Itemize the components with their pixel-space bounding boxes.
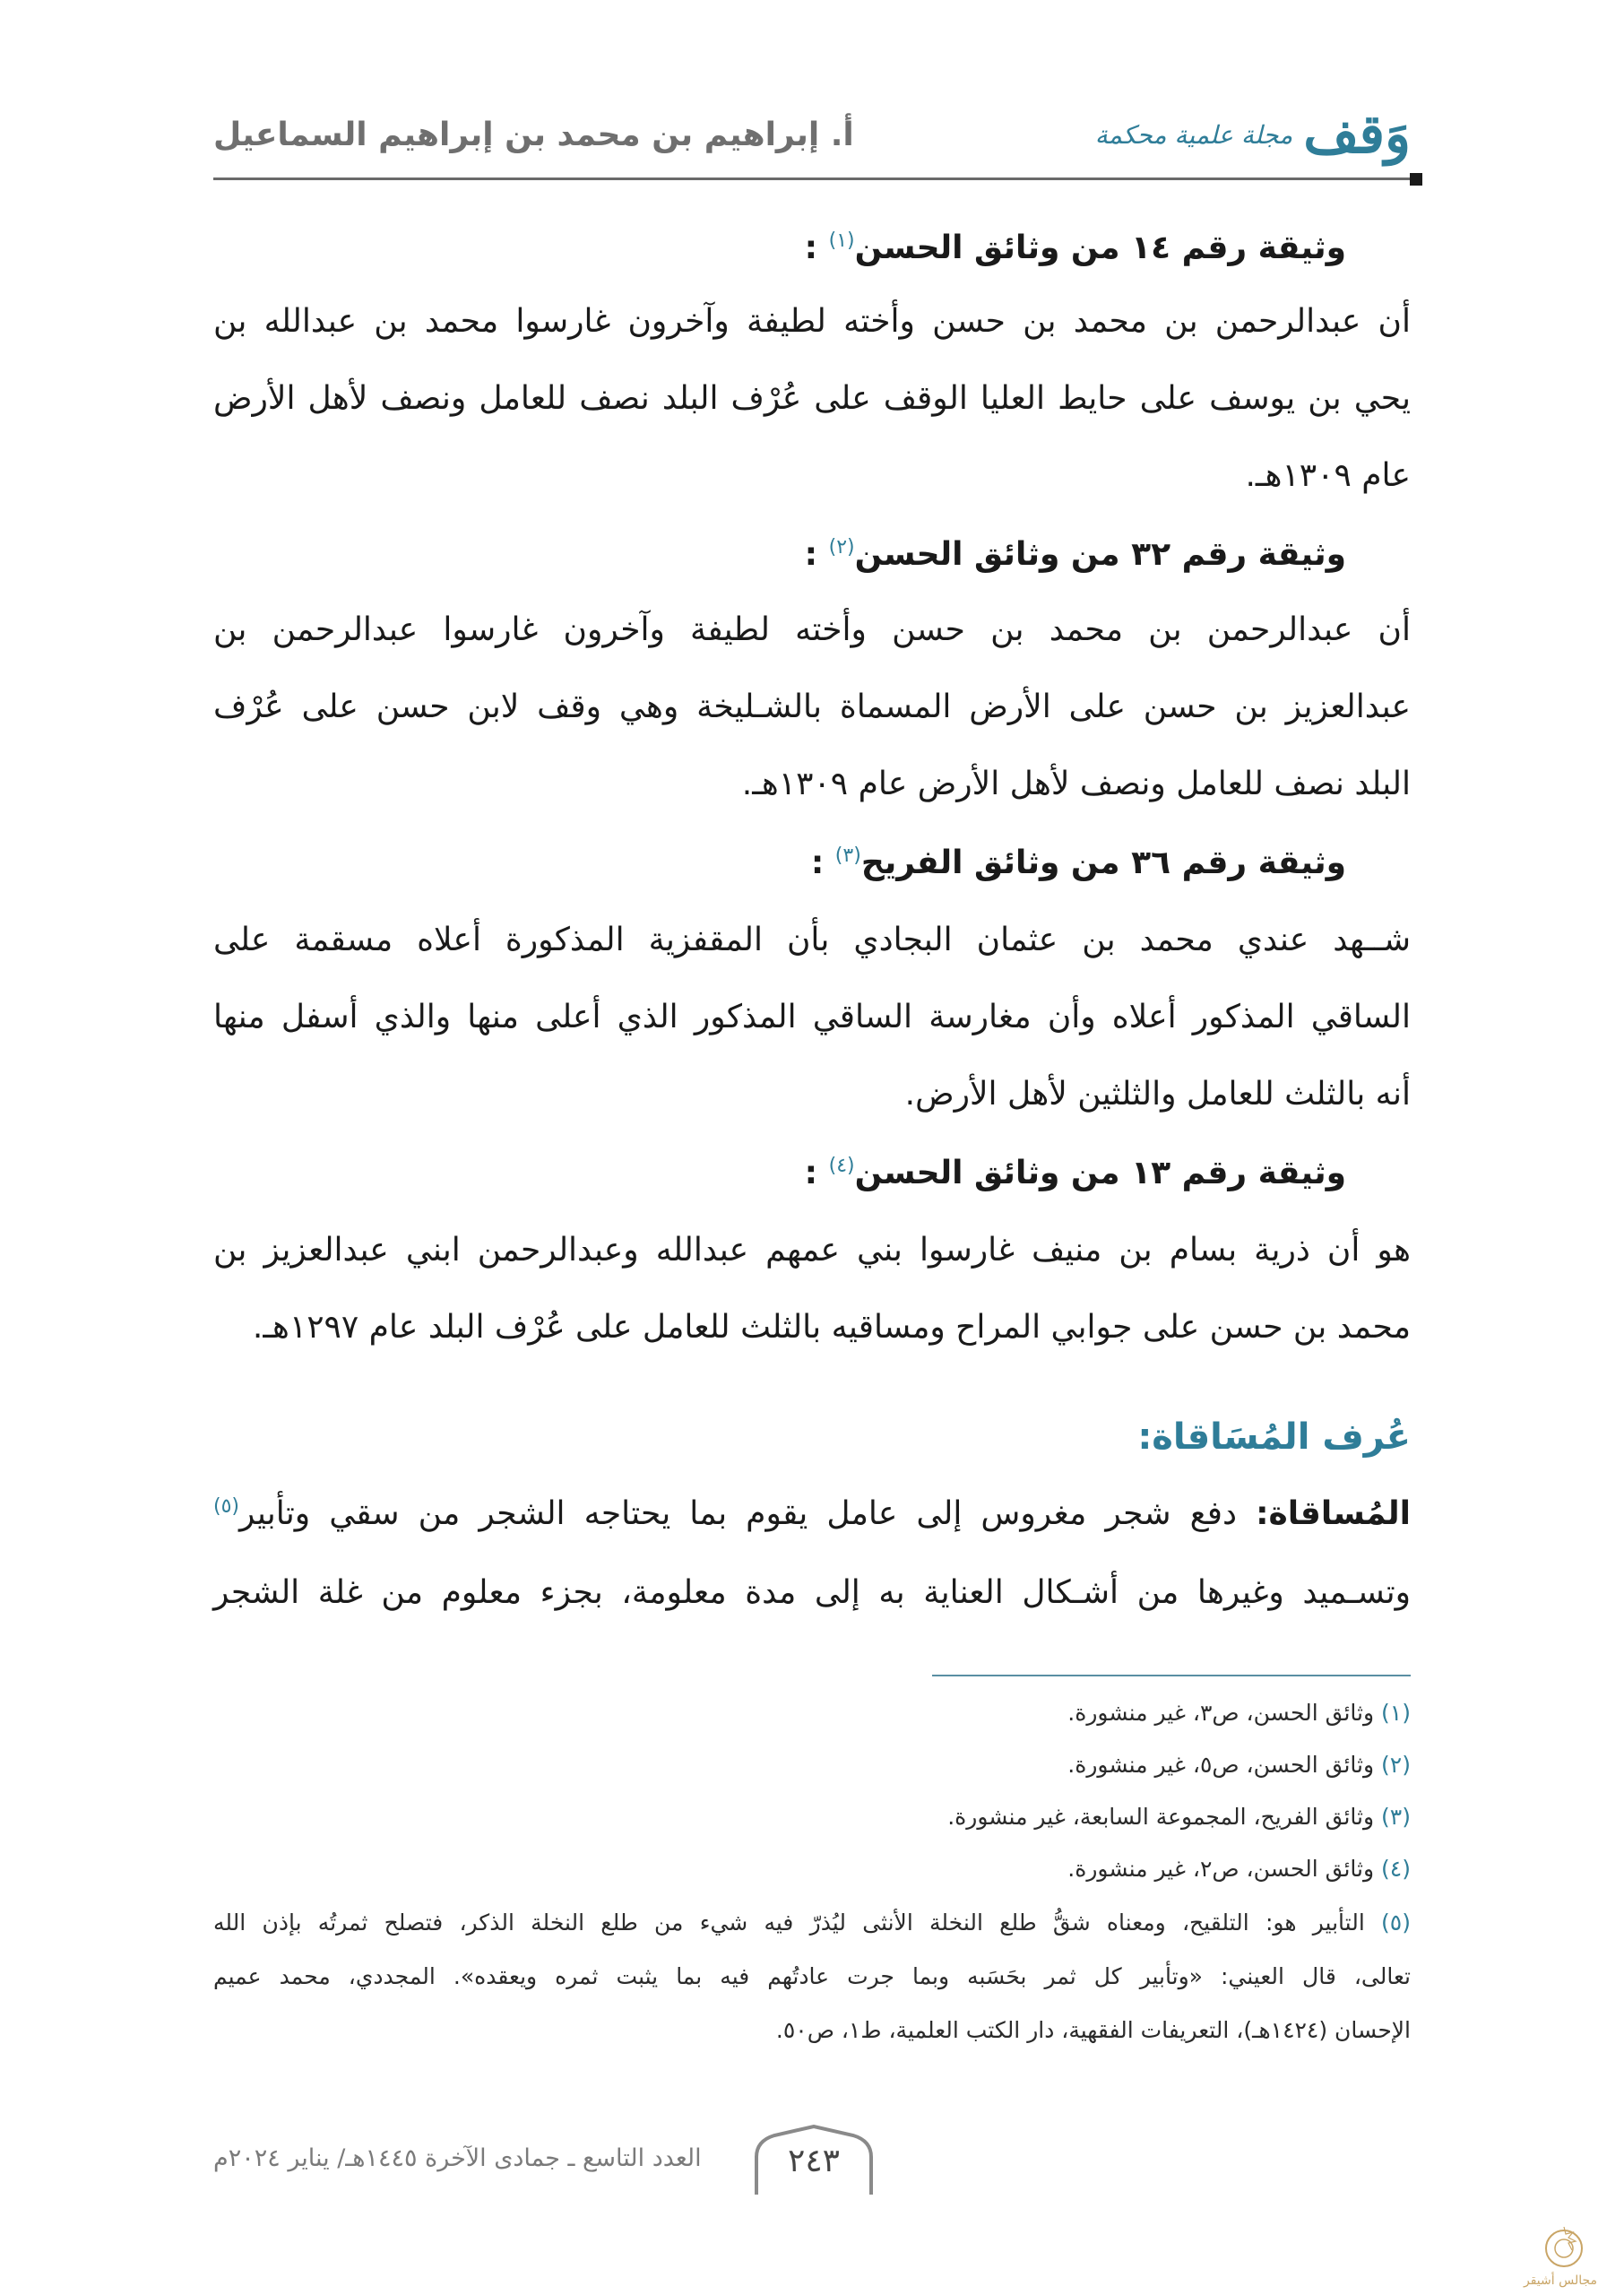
footnote-text: وثائق الحسن، ص٢، غير منشورة.: [1067, 1856, 1375, 1882]
header-corner-mark: [1410, 173, 1422, 186]
footnote-ref[interactable]: (٤): [828, 1155, 855, 1177]
text-line: أنه بالثلث للعامل والثلثين لأهل الأرض.: [904, 1076, 1411, 1113]
text-line: أن عبدالرحمن بن محمد بن حسن وأخته لطيفة وآخرون غارسوا محمد بن عبدالله بن: [213, 303, 1411, 340]
page-number: ٢٤٣: [787, 2143, 840, 2179]
text-line: البلد نصف للعامل ونصف لأهل الأرض عام ١٣٠٩هـ.: [741, 766, 1411, 802]
footnote-number: (٢): [1381, 1752, 1411, 1778]
footnote-ref[interactable]: (١): [828, 230, 855, 252]
document-title-text: وثيقة رقم ٣٢ من وثائق الحسن: [854, 536, 1346, 573]
text-line: [213, 1495, 1411, 1532]
footnote-5: [213, 1910, 1411, 1936]
footnote-text: وثائق الحسن، ص٣، غير منشورة.: [1067, 1700, 1375, 1726]
footnote-2: [213, 1752, 1411, 1778]
text-line: شــهد عندي محمد بن عثمان البجادي بأن المقفزية المذكورة أعلاه مسقمة على: [213, 922, 1411, 958]
footnote-ref[interactable]: (٢): [828, 536, 855, 559]
journal-logo: [1095, 99, 1411, 170]
text-line: محمد بن حسن على جوابي المراح ومساقيه بالثلث للعامل على عُرْف البلد عام ١٢٩٧هـ.: [252, 1309, 1411, 1346]
footnote-number: (١): [1381, 1700, 1411, 1726]
defined-term: المُساقاة:: [1256, 1495, 1411, 1532]
text-line: عام ١٣٠٩هـ.: [1245, 457, 1411, 494]
page-header: [213, 99, 1411, 179]
footnote-3: [213, 1804, 1411, 1830]
footnote-text: التأبير هو: التلقيح، ومعناه شقُّ طلع النخلة الأنثى ليُذرّ فيه شيء من طلع النخلة الذكر، فتصلح ثمرتُه بإذن الله: [213, 1910, 1365, 1936]
footnote-ref[interactable]: (٥): [213, 1495, 240, 1518]
journal-subtitle: مجلة علمية محكمة: [1094, 119, 1293, 150]
watermark-text: مجالس أشيقر: [1524, 2273, 1598, 2288]
text-line: يحي بن يوسف على حايط العليا الوقف على عُرْف البلد نصف للعامل ونصف لأهل الأرض: [213, 380, 1411, 417]
footnote-number: (٥): [1381, 1910, 1411, 1936]
footnote-5-continued: الإحسان (١٤٢٤هـ)، التعريفات الفقهية، دار الكتب العلمية، ط١، ص٥٠.: [775, 2017, 1411, 2043]
definition-text: دفع شجر مغروس إلى عامل يقوم بما يحتاجه الشجر من سقي وتأبير: [239, 1495, 1238, 1532]
footnote-4: [213, 1856, 1411, 1882]
document-title-3: وثيقة رقم ٣٦ من وثائق الفريح$^{(٣)}$ :: [810, 844, 1346, 881]
journal-name: وَقف: [1303, 103, 1411, 166]
document-title-text: وثيقة رقم ١٣ من وثائق الحسن: [854, 1155, 1346, 1191]
footnote-text: وثائق الحسن، ص٥، غير منشورة.: [1067, 1752, 1375, 1778]
footnote-5-continued: تعالى، قال العيني: «وتأبير كل ثمر بحَسَبه وبما جرت عادتُهم فيه بما يثبت ثمره ويعقده». المجددي، محمد عميم: [213, 1963, 1411, 1989]
text-line: أن عبدالرحمن بن محمد بن حسن وأخته لطيفة وآخرون غارسوا عبدالرحمن بن: [213, 611, 1411, 648]
page-number-badge: [751, 2125, 877, 2196]
text-line: الساقي المذكور أعلاه وأن مغارسة الساقي المذكور الذي أعلى منها والذي أسفل منها: [213, 999, 1411, 1035]
document-title-2: وثيقة رقم ٣٢ من وثائق الحسن$^{(٢)}$ :: [804, 536, 1346, 573]
footnote-ref[interactable]: (٣): [834, 844, 861, 867]
header-divider: [213, 178, 1411, 180]
document-title-text: وثيقة رقم ١٤ من وثائق الحسن: [854, 230, 1346, 266]
document-title-text: وثيقة رقم ٣٦ من وثائق الفريح: [860, 844, 1346, 881]
footnote-number: (٣): [1381, 1804, 1411, 1830]
issue-info: العدد التاسع ـ جمادى الآخرة ١٤٤٥هـ/ يناير ٢٠٢٤م: [213, 2144, 702, 2172]
text-line: هو أن ذرية بسام بن منيف غارسوا بني عمهم عبدالله وعبدالرحمن ابني عبدالعزيز بن: [213, 1232, 1411, 1269]
footnote-text: وثائق الفريح، المجموعة السابعة، غير منشورة.: [947, 1804, 1375, 1830]
document-title-1: وثيقة رقم ١٤ من وثائق الحسن$^{(١)}$ :: [804, 230, 1346, 266]
section-heading: عُرف المُسَاقاة:: [1137, 1416, 1411, 1458]
page-footer: [213, 2125, 930, 2196]
footnote-1: [213, 1700, 1411, 1726]
footnote-number: (٤): [1381, 1856, 1411, 1882]
text-line: وتسـميد وغيرها من أشـكال العناية به إلى مدة معلومة، بجزء معلوم من غلة الشجر: [213, 1574, 1411, 1611]
document-title-4: وثيقة رقم ١٣ من وثائق الحسن$^{(٤)}$ :: [804, 1155, 1346, 1191]
author-name: أ. إبراهيم بن محمد بن إبراهيم السماعيل: [213, 117, 854, 153]
footnote-divider: [932, 1675, 1411, 1676]
text-line: عبدالعزيز بن حسن على الأرض المسماة بالشـليخة وهي وقف لابن حسن على عُرْف: [213, 688, 1411, 725]
